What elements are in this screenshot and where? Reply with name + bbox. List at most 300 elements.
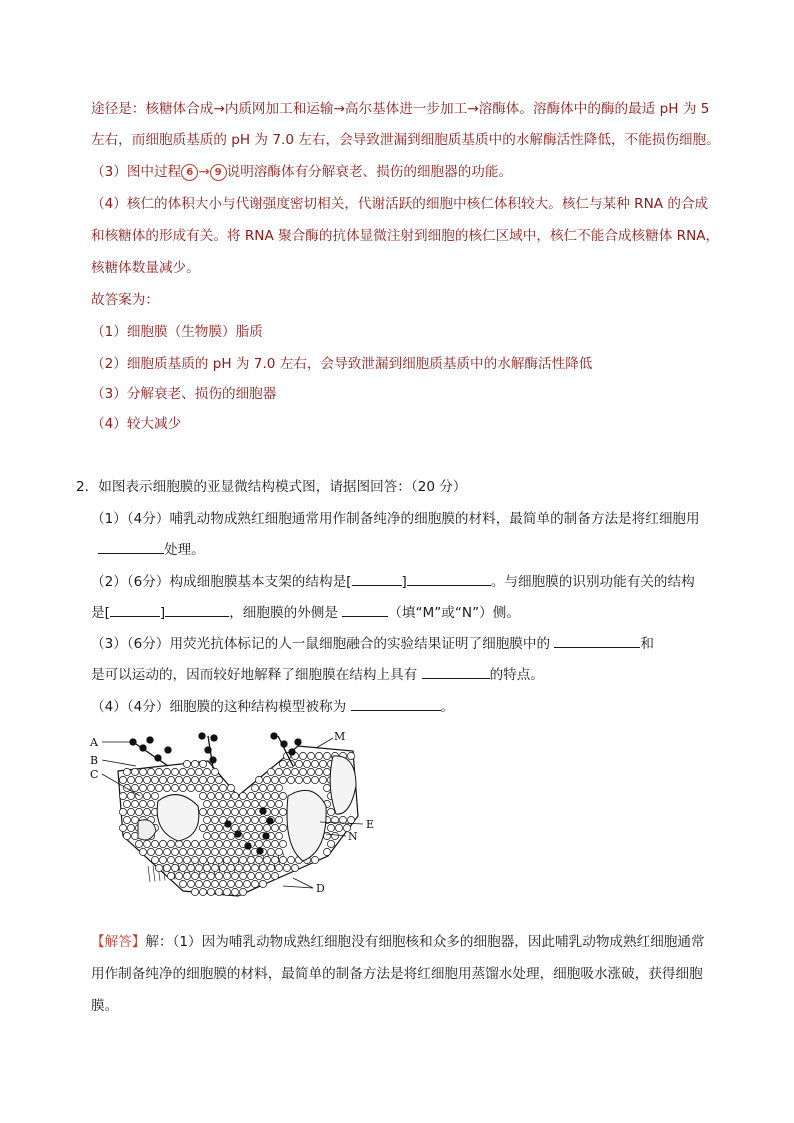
lipid-head [295, 776, 302, 783]
lipid-head [243, 800, 250, 807]
lipid-head [279, 808, 286, 815]
lipid-head [255, 824, 262, 831]
lipid-head [175, 776, 182, 783]
lipid-head [331, 832, 338, 839]
lipid-head [235, 864, 242, 871]
bracket-close-2: ] [159, 605, 166, 621]
lipid-head [211, 832, 218, 839]
label-m: M [334, 730, 346, 743]
lipid-head [219, 864, 226, 871]
lipid-head [163, 784, 170, 791]
lipid-head [167, 776, 174, 783]
lipid-head [123, 800, 130, 807]
solution-line-1 [91, 932, 705, 952]
lipid-head [159, 856, 166, 863]
q2-part-2-suffix: （填“M”或“N”）侧。 [388, 605, 520, 621]
lipid-head [271, 792, 278, 799]
lipid-head [199, 808, 206, 815]
lipid-head [223, 856, 230, 863]
lipid-head [239, 792, 246, 799]
lipid-head [175, 840, 182, 847]
lipid-head [263, 776, 270, 783]
lipid-head [207, 808, 214, 815]
lipid-head [159, 776, 166, 783]
lipid-head [155, 784, 162, 791]
lipid-head [219, 800, 226, 807]
lipid-head [167, 840, 174, 847]
lipid-head [231, 856, 238, 863]
lipid-head [155, 768, 162, 775]
lipid-head [311, 776, 318, 783]
lipid-head [247, 824, 254, 831]
lipid-head [275, 816, 282, 823]
lipid-head [179, 880, 186, 887]
lipid-head [143, 840, 150, 847]
lipid-head [259, 864, 266, 871]
lipid-head [187, 848, 194, 855]
label-a: A [90, 736, 98, 749]
lipid-head [167, 872, 174, 879]
q2-part-3-prefix: （3）（6分）用荧光抗体标记的人一鼠细胞融合的实验结果证明了细胞膜中的 [91, 636, 551, 652]
lipid-head [247, 808, 254, 815]
lipid-head [231, 808, 238, 815]
lipid-head [319, 776, 326, 783]
answer-heading: 故答案为： [91, 292, 159, 308]
lipid-head [227, 848, 234, 855]
lipid-head [203, 784, 210, 791]
answer-blank-7[interactable] [351, 697, 441, 711]
lipid-head [199, 760, 206, 767]
lipid-head [203, 800, 210, 807]
lipid-head [167, 856, 174, 863]
lipid-head [123, 832, 130, 839]
lipid-head [191, 840, 198, 847]
lipid-head [183, 872, 190, 879]
lipid-head [195, 880, 202, 887]
lipid-head [183, 856, 190, 863]
q2-part-2-line-1 [91, 572, 695, 592]
lipid-head [147, 848, 154, 855]
lipid-head [207, 856, 214, 863]
lipid-head [263, 840, 270, 847]
lipid-head [263, 824, 270, 831]
lipid-head [123, 768, 130, 775]
answer-blank-3-code[interactable] [110, 603, 160, 617]
lipid-head [279, 856, 286, 863]
lipid-head [139, 768, 146, 775]
lipid-head [291, 864, 298, 871]
lipid-head [259, 784, 266, 791]
lipid-head [123, 784, 130, 791]
lipid-head [215, 776, 222, 783]
lipid-head [215, 888, 222, 895]
lipid-head [143, 792, 150, 799]
lipid-head [191, 856, 198, 863]
answer-blank-6[interactable] [422, 665, 490, 679]
lipid-head [347, 752, 354, 759]
answer-2: （2）细胞质基质的 pH 为 7.0 左右，会导致泄漏到细胞质基质中的水解酶活性降低 [91, 356, 593, 372]
lipid-head [119, 792, 126, 799]
lipid-head [171, 768, 178, 775]
answer-blank-3-name[interactable] [165, 603, 229, 617]
lipid-head [279, 760, 286, 767]
q2-part-2-mid: 。与细胞膜的识别功能有关的结构 [490, 574, 695, 590]
lipid-head [255, 840, 262, 847]
arrow-icon: → [198, 164, 210, 180]
solution-line-2: 用作制备纯净的细胞膜的材料，最简单的制备方法是将红细胞用蒸馏水处理，细胞吸水涨破，获得细胞 [91, 966, 703, 982]
lipid-head [159, 840, 166, 847]
lipid-head [191, 760, 198, 767]
lipid-head [207, 792, 214, 799]
lipid-head [275, 832, 282, 839]
lipid-head [179, 864, 186, 871]
lipid-head [251, 832, 258, 839]
lipid-head [131, 800, 138, 807]
lipid-head [179, 784, 186, 791]
lipid-head [211, 768, 218, 775]
cell-membrane-diagram [88, 726, 388, 906]
lipid-head [203, 880, 210, 887]
question-2-stem: 2．如图表示细胞膜的亚显微结构模式图，请据图回答：（20 分） [76, 479, 467, 495]
lipid-head [195, 864, 202, 871]
lipid-head [191, 776, 198, 783]
label-b: B [90, 754, 99, 767]
lipid-head [243, 880, 250, 887]
lipid-head [151, 840, 158, 847]
label-n: N [348, 830, 358, 843]
lipid-head [207, 840, 214, 847]
lipid-head [207, 776, 214, 783]
lipid-head [155, 864, 162, 871]
analysis-line-2: 左右，而细胞质基质的 pH 为 7.0 左右，会导致泄漏到细胞质基质中的水解酶活性降低，不能损伤细胞。 [91, 132, 720, 148]
lipid-head [259, 800, 266, 807]
q2-part-3-line-1 [91, 634, 654, 654]
lipid-head [267, 768, 274, 775]
q2-part-2-line2-prefix: 是[ [91, 605, 110, 621]
lipid-head [203, 848, 210, 855]
lipid-head [239, 808, 246, 815]
lipid-head [303, 760, 310, 767]
lipid-head [147, 800, 154, 807]
lipid-head [175, 872, 182, 879]
lipid-head [119, 808, 126, 815]
lipid-head [267, 848, 274, 855]
lipid-head [131, 784, 138, 791]
lipid-head [251, 784, 258, 791]
lipid-head [243, 832, 250, 839]
lipid-head [251, 864, 258, 871]
lipid-head [151, 856, 158, 863]
lipid-head [151, 792, 158, 799]
lipid-head [207, 888, 214, 895]
lipid-head [179, 768, 186, 775]
lipid-head [187, 784, 194, 791]
lipid-head [327, 824, 334, 831]
answer-blank-4-side[interactable] [342, 603, 388, 617]
lipid-head [171, 848, 178, 855]
lipid-head [207, 824, 214, 831]
lipid-head [243, 816, 250, 823]
lipid-head [307, 768, 314, 775]
q2-part-2-prefix: （2）（6分）构成细胞膜基本支架的结构是[ [91, 574, 352, 590]
lipid-head [251, 816, 258, 823]
lipid-head [275, 784, 282, 791]
q2-part-3-and: 和 [640, 636, 655, 652]
lipid-head [267, 864, 274, 871]
lipid-head [239, 872, 246, 879]
lipid-head [323, 784, 330, 791]
lipid-head [271, 808, 278, 815]
lipid-head [211, 816, 218, 823]
lipid-head [127, 808, 134, 815]
lipid-head [199, 872, 206, 879]
lipid-head [139, 784, 146, 791]
q2-part-4-suffix: 。 [440, 699, 455, 715]
lipid-head [279, 776, 286, 783]
lipid-head [183, 776, 190, 783]
solution-line-1-text: 解：（1）因为哺乳动物成熟红细胞没有细胞核和众多的细胞器，因此哺乳动物成熟红细胞通常 [145, 934, 705, 950]
analysis-line-3 [91, 162, 512, 182]
lipid-head [271, 776, 278, 783]
lipid-head [215, 840, 222, 847]
solution-line-3: 膜。 [91, 998, 119, 1014]
lipid-head [287, 856, 294, 863]
bracket-close: ] [401, 574, 407, 590]
lipid-head [203, 768, 210, 775]
lipid-head [135, 792, 142, 799]
lipid-head [135, 776, 142, 783]
lipid-head [195, 784, 202, 791]
lipid-head [211, 864, 218, 871]
lipid-head [203, 816, 210, 823]
lipid-head [135, 808, 142, 815]
lipid-head [275, 864, 282, 871]
lipid-head [147, 768, 154, 775]
label-c: C [90, 768, 99, 781]
lipid-head [223, 872, 230, 879]
lipid-head [299, 752, 306, 759]
lipid-head [271, 824, 278, 831]
lipid-head [267, 784, 274, 791]
q2-part-1-suffix: 处理。 [164, 542, 205, 558]
lipid-head [263, 792, 270, 799]
answer-blank-2-name[interactable] [407, 572, 491, 586]
lipid-head [315, 752, 322, 759]
lipid-head [191, 872, 198, 879]
lipid-head [251, 880, 258, 887]
circled-9-mark: 9 [210, 164, 227, 181]
lipid-head [219, 832, 226, 839]
lipid-head [131, 768, 138, 775]
lipid-head [203, 832, 210, 839]
lipid-head [211, 848, 218, 855]
lipid-head [211, 880, 218, 887]
lipid-tail [148, 866, 150, 882]
lipid-head [215, 872, 222, 879]
analysis-line-4: （4）核仁的体积大小与代谢强度密切相关，代谢活跃的细胞中核仁体积较大。核仁与某种 RNA 的合成 [91, 196, 709, 212]
lipid-head [123, 816, 130, 823]
lipid-head [279, 792, 286, 799]
lipid-head [219, 848, 226, 855]
lipid-head [135, 840, 142, 847]
lipid-head [279, 824, 286, 831]
lipid-head [271, 840, 278, 847]
lipid-head [147, 784, 154, 791]
lipid-head [275, 848, 282, 855]
answer-3: （3）分解衰老、损伤的细胞器 [91, 386, 277, 402]
lipid-head [219, 880, 226, 887]
lipid-head [195, 768, 202, 775]
lipid-head [179, 848, 186, 855]
answer-blank-1[interactable] [98, 540, 164, 554]
lipid-head [139, 800, 146, 807]
q2-part-2-outer-side: ，细胞膜的外侧是 [229, 605, 338, 621]
lipid-head [227, 784, 234, 791]
lipid-head [187, 768, 194, 775]
lipid-head [163, 848, 170, 855]
lipid-head [231, 888, 238, 895]
lipid-head [199, 792, 206, 799]
lipid-head [255, 856, 262, 863]
lipid-head [155, 848, 162, 855]
analysis-line-6: 核糖体数量减少。 [91, 260, 200, 276]
lipid-head [291, 768, 298, 775]
lipid-head [151, 776, 158, 783]
analysis-line-1: 途径是：核糖体合成→内质网加工和运输→高尔基体进一步加工→溶酶体。溶酶体中的酶的最适 pH 为 5 [91, 101, 710, 117]
q2-part-4-prefix: （4）（4分）细胞膜的这种结构模型被称为 [91, 699, 347, 715]
lipid-head [247, 856, 254, 863]
lipid-tail [153, 866, 155, 882]
lipid-head [255, 872, 262, 879]
lipid-head [171, 864, 178, 871]
lipid-head [323, 752, 330, 759]
lipid-head [183, 840, 190, 847]
lipid-head [191, 888, 198, 895]
lipid-head [255, 776, 262, 783]
lipid-head [235, 816, 242, 823]
lipid-head [211, 800, 218, 807]
analysis-line-3-post: 说明溶酶体有分解衰老、损伤的细胞器的功能。 [226, 164, 513, 180]
lipid-head [267, 800, 274, 807]
label-d: D [316, 882, 325, 895]
q2-part-1-line-1: （1）（4分）哺乳动物成熟红细胞通常用作制备纯净的细胞膜的材料，最简单的制备方法是将红细胞用 [91, 511, 700, 527]
q2-part-3-line-2 [91, 665, 544, 685]
lipid-head [127, 776, 134, 783]
q2-part-3-line2-prefix: 是可以运动的，因而较好地解释了细胞膜在结构上具有 [91, 667, 418, 683]
lipid-head [227, 880, 234, 887]
lipid-head [259, 816, 266, 823]
lipid-head [287, 776, 294, 783]
lipid-head [263, 872, 270, 879]
lipid-head [187, 880, 194, 887]
lipid-head [307, 752, 314, 759]
q2-part-1-line-2 [98, 540, 205, 560]
lipid-head [127, 792, 134, 799]
answer-blank-2-code[interactable] [352, 572, 402, 586]
lipid-head [199, 856, 206, 863]
lipid-head [215, 824, 222, 831]
circled-6-mark: 6 [181, 164, 198, 181]
label-e: E [366, 818, 375, 831]
lipid-head [127, 824, 134, 831]
lipid-head [275, 800, 282, 807]
analysis-line-3-pre: （3）图中过程 [91, 164, 182, 180]
lipid-head [215, 792, 222, 799]
lipid-head [195, 848, 202, 855]
lipid-head [119, 776, 126, 783]
lipid-head [235, 848, 242, 855]
lipid-head [199, 824, 206, 831]
lipid-head [231, 872, 238, 879]
lipid-head [187, 864, 194, 871]
lipid-head [199, 840, 206, 847]
lipid-head [139, 848, 146, 855]
lipid-head [211, 784, 218, 791]
lipid-head [143, 776, 150, 783]
lipid-head [131, 832, 138, 839]
lipid-head [235, 880, 242, 887]
lipid-head [315, 768, 322, 775]
lipid-head [231, 792, 238, 799]
lipid-head [227, 800, 234, 807]
lipid-head [323, 768, 330, 775]
lipid-head [215, 856, 222, 863]
lipid-head [243, 864, 250, 871]
q2-part-4 [91, 697, 454, 717]
lipid-head [163, 864, 170, 871]
lipid-head [239, 888, 246, 895]
lipid-head [335, 824, 342, 831]
lipid-head [219, 784, 226, 791]
lipid-head [227, 864, 234, 871]
lipid-head [339, 816, 346, 823]
lipid-head [223, 840, 230, 847]
lipid-head [223, 792, 230, 799]
lipid-head [227, 832, 234, 839]
lipid-head [327, 840, 334, 847]
lipid-head [199, 888, 206, 895]
lipid-head [319, 760, 326, 767]
q2-part-2-line-2 [91, 603, 520, 623]
lipid-head [275, 768, 282, 775]
answer-blank-5[interactable] [554, 634, 640, 648]
solution-tag: 【解答】 [91, 934, 146, 950]
lipid-head [171, 784, 178, 791]
lipid-head [247, 872, 254, 879]
lipid-head [183, 760, 190, 767]
lipid-head [263, 856, 270, 863]
lipid-head [207, 872, 214, 879]
lipid-head [223, 808, 230, 815]
lipid-head [347, 816, 354, 823]
lipid-head [131, 816, 138, 823]
lipid-head [163, 768, 170, 775]
lipid-head [279, 840, 286, 847]
analysis-line-5: 和核糖体的形成有关。将 RNA 聚合酶的抗体显微注射到细胞的核仁区域中，核仁不能合成核糖体 RNA， [91, 228, 720, 244]
lipid-head [231, 840, 238, 847]
lipid-head [199, 776, 206, 783]
lipid-head [239, 856, 246, 863]
lipid-head [283, 864, 290, 871]
lipid-head [323, 848, 330, 855]
answer-4: （4）较大减少 [91, 416, 182, 432]
lipid-head [223, 888, 230, 895]
lipid-head [235, 800, 242, 807]
lipid-head [255, 792, 262, 799]
lipid-head [259, 880, 266, 887]
answer-1: （1）细胞膜（生物膜）脂质 [91, 324, 263, 340]
lipid-head [175, 856, 182, 863]
